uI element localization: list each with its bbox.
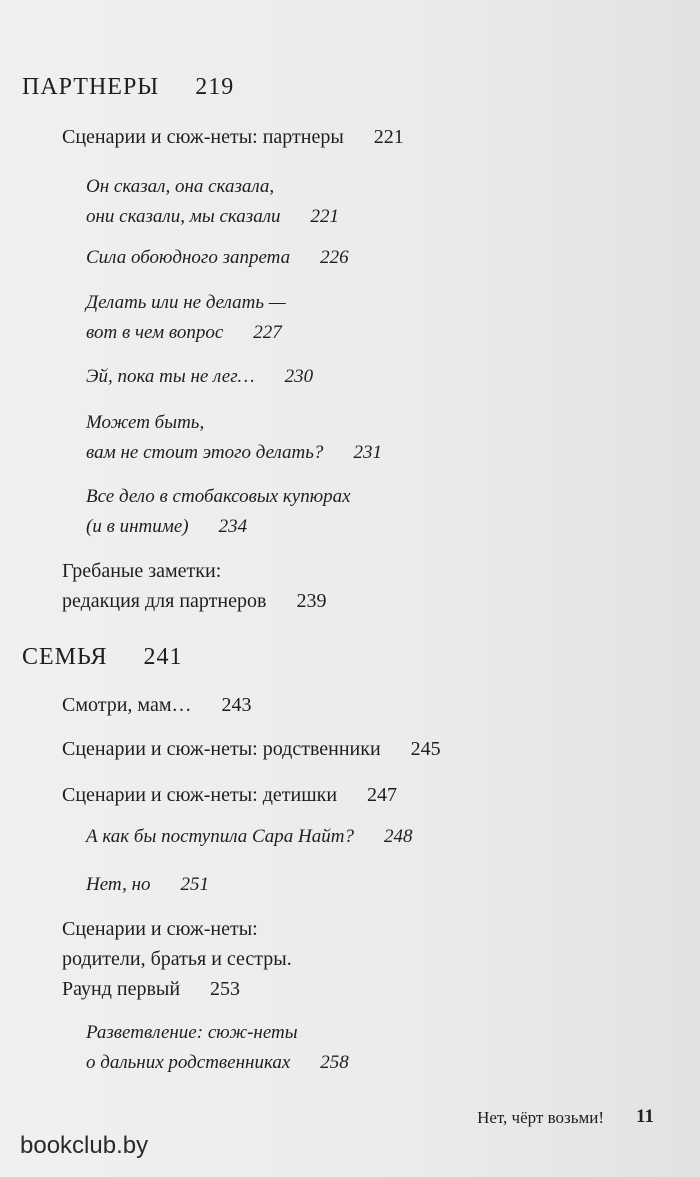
toc-entry-title: Сила обоюдного запрета: [86, 247, 291, 268]
toc-entry-title: А как бы поступила Сара Найт?: [86, 826, 354, 847]
toc-entry-title: Нет, но: [86, 874, 151, 895]
toc-section-family: [22, 642, 183, 672]
page-number: 11: [636, 1106, 654, 1127]
toc-entry-notes-partners: [62, 556, 326, 616]
toc-page-number: 221: [373, 126, 404, 148]
toc-entry-scripts-relatives: [62, 734, 441, 764]
toc-entry-line: (и в интиме): [86, 516, 189, 537]
toc-section-partners: [22, 72, 234, 102]
toc-page-number: 247: [367, 784, 398, 806]
toc-page-number: 241: [143, 644, 183, 670]
toc-entry-title: Эй, пока ты не лег…: [86, 366, 255, 387]
toc-entry-line: Сценарии и сюж-неты:: [62, 918, 258, 940]
toc-entry-title: Смотри, мам…: [62, 694, 192, 716]
toc-entry-sarah-knight: [86, 822, 412, 852]
toc-entry-line: родители, братья и сестры.: [62, 948, 292, 970]
toc-entry-to-do-or-not: [86, 288, 286, 348]
toc-entry-line: Делать или не делать —: [86, 292, 286, 313]
toc-entry-mutual-ban: [86, 243, 349, 273]
toc-page-number: 231: [353, 442, 382, 463]
toc-section-title: СЕМЬЯ: [22, 644, 108, 670]
toc-entry-no-but: [86, 870, 209, 900]
toc-page-number: 258: [320, 1052, 349, 1073]
toc-page-number: 226: [320, 247, 349, 268]
toc-entry-scripts-kids: [62, 780, 397, 810]
toc-page-number: 253: [210, 978, 241, 1000]
toc-entry-title: Сценарии и сюж-неты: родственники: [62, 738, 381, 760]
toc-entry-scripts-parents: [62, 914, 292, 1004]
toc-entry-branch: [86, 1018, 349, 1078]
watermark-text: bookclub.by: [20, 1132, 149, 1159]
toc-entry-line: вам не стоит этого делать?: [86, 442, 324, 463]
toc-entry-bills: [86, 482, 351, 542]
toc-page-number: 243: [221, 694, 252, 716]
toc-section-title: ПАРТНЕРЫ: [22, 74, 160, 100]
toc-entry-line: о дальних родственниках: [86, 1052, 291, 1073]
toc-page-number: 245: [410, 738, 441, 760]
toc-page-number: 248: [383, 826, 413, 847]
toc-entry-line: Раунд первый: [62, 978, 181, 1000]
toc-entry-look-mom: [62, 690, 251, 720]
toc-page-number: 230: [284, 366, 314, 387]
toc-page-number: 239: [296, 590, 327, 612]
toc-entry-line: Может быть,: [86, 412, 205, 433]
toc-page-number: 227: [253, 322, 282, 343]
toc-page-number: 234: [218, 516, 248, 537]
running-footer-title: Нет, чёрт возьми!: [477, 1108, 604, 1127]
toc-page-number: 251: [180, 874, 210, 895]
toc-entry-line: редакция для партнеров: [62, 590, 267, 612]
toc-page-number: 221: [310, 206, 340, 227]
toc-entry-he-said: [86, 172, 339, 232]
toc-entry-title: Сценарии и сюж-неты: партнеры: [62, 126, 344, 148]
toc-entry-line: Он сказал, она сказала,: [86, 176, 275, 197]
toc-entry-scripts-partners: [62, 122, 404, 152]
toc-entry-line: Разветвление: сюж-неты: [86, 1022, 298, 1043]
toc-entry-line: они сказали, мы сказали: [86, 206, 281, 227]
toc-entry-line: Гребаные заметки:: [62, 560, 222, 582]
toc-entry-hey: [86, 362, 313, 392]
toc-page-number: 219: [195, 74, 235, 100]
toc-entry-maybe: [86, 408, 382, 468]
toc-entry-line: Все дело в стобаксовых купюрах: [86, 486, 351, 507]
toc-entry-title: Сценарии и сюж-неты: детишки: [62, 784, 338, 806]
toc-entry-line: вот в чем вопрос: [86, 322, 224, 343]
